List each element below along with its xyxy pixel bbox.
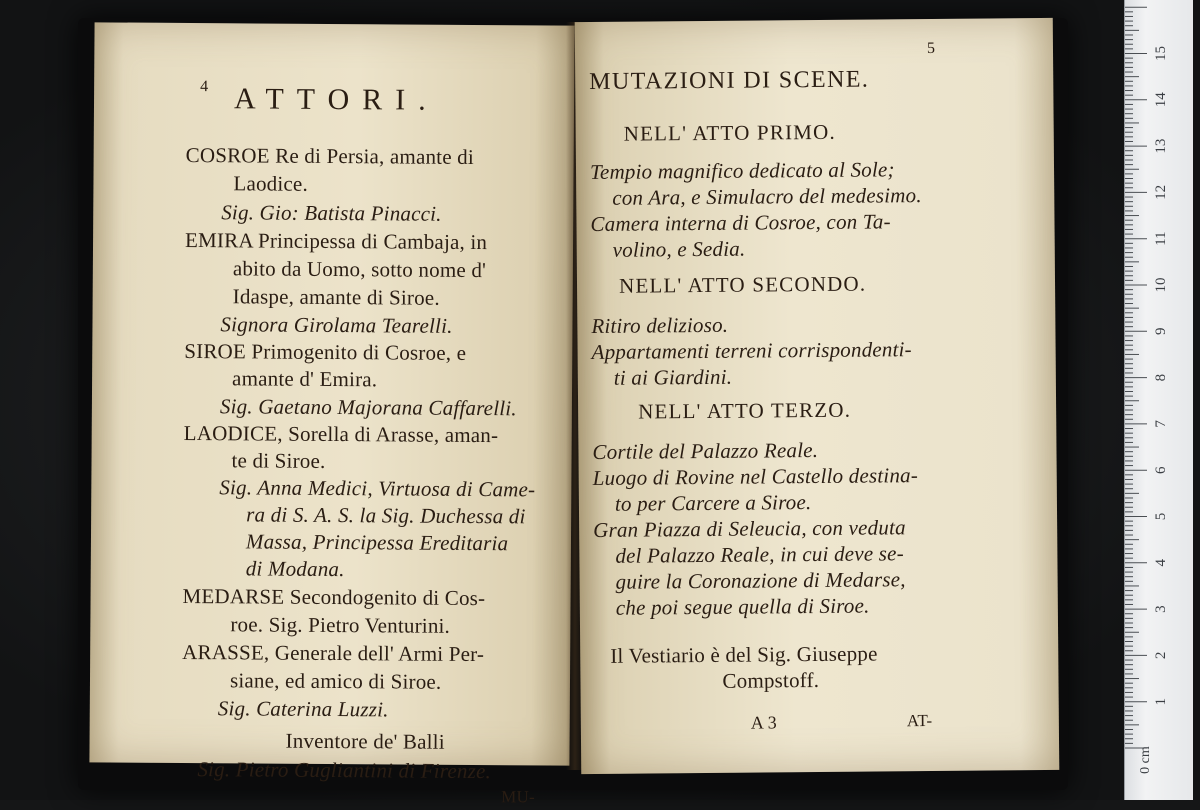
ruler-number: 9 xyxy=(1153,327,1169,336)
text-line: ti ai Giardini. xyxy=(613,364,733,390)
text-line: to per Carcere a Siroe. xyxy=(614,490,812,516)
text-line: Sig. Gio: Batista Pinacci. xyxy=(221,200,442,226)
text-line: Laodice. xyxy=(233,171,309,196)
ruler-number: 2 xyxy=(1153,651,1169,660)
text-line: di Modana. xyxy=(245,556,345,582)
ruler-number: 3 xyxy=(1153,605,1169,613)
section-heading: NELL' ATTO TERZO. xyxy=(638,397,852,424)
signature-mark: A 3 xyxy=(750,712,778,733)
text-line: Gran Piazza di Seleucia, con veduta xyxy=(593,515,906,542)
section-heading: NELL' ATTO PRIMO. xyxy=(623,119,837,146)
text-line: Tempio magnifico dedicato al Sole; xyxy=(589,157,895,184)
page-number: 4 xyxy=(200,78,209,96)
text-line: LAODICE, Sorella di Arasse, aman- xyxy=(183,420,499,448)
ruler-number: 10 xyxy=(1153,277,1169,293)
ruler-number: 8 xyxy=(1153,373,1169,382)
catchword: MU- xyxy=(501,787,535,807)
text-line: ra di S. A. S. la Sig. Duchessa di xyxy=(246,502,526,529)
ruler-number: 5 xyxy=(1153,512,1169,521)
text-line: EMIRA Principessa di Cambaja, in xyxy=(184,227,488,255)
ruler-number: 11 xyxy=(1153,231,1169,246)
text-line: con Ara, e Simulacro del medesimo. xyxy=(612,183,922,210)
text-line: del Palazzo Reale, in cui deve se- xyxy=(615,541,904,568)
ruler-number: 1 xyxy=(1153,697,1169,706)
text-line: che poi segue quella di Siroe. xyxy=(615,593,870,620)
catchword: AT- xyxy=(906,711,933,731)
right-page xyxy=(575,18,1060,774)
ruler-number: 6 xyxy=(1153,466,1169,474)
text-line: Inventore de' Balli xyxy=(285,728,445,754)
text-line: Cortile del Palazzo Reale. xyxy=(592,437,819,464)
text-line: amante d' Emira. xyxy=(232,366,378,392)
text-line: Sig. Pietro Gugliantini di Firenze. xyxy=(197,757,492,784)
text-line: MEDARSE Secondogenito di Cos- xyxy=(182,583,486,611)
text-line: Luogo di Rovine nel Castello destina- xyxy=(592,463,919,490)
section-heading: NELL' ATTO SECONDO. xyxy=(618,271,867,298)
text-line: abito da Uomo, sotto nome d' xyxy=(232,256,487,283)
text-line: Massa, Principessa Ereditaria xyxy=(245,529,509,556)
text-line: Sig. Gaetano Majorana Caffarelli. xyxy=(219,394,517,421)
text-line: ARASSE, Generale dell' Armi Per- xyxy=(182,639,485,667)
text-line: te di Siroe. xyxy=(231,448,326,473)
page-title: MUTAZIONI DI SCENE. xyxy=(589,66,870,95)
ruler-number: 13 xyxy=(1153,138,1169,154)
text-line: guire la Coronazione di Medarse, xyxy=(615,567,906,594)
text-line: siane, ed amico di Siroe. xyxy=(229,668,442,694)
ruler-number: 15 xyxy=(1153,46,1169,61)
left-page xyxy=(89,22,574,807)
ruler-ticks xyxy=(1125,0,1193,800)
measurement-ruler xyxy=(1124,0,1193,800)
text-line: SIROE Primogenito di Cosroe, e xyxy=(184,338,467,365)
ruler-number: 7 xyxy=(1153,420,1169,428)
page-title: ATTORI. xyxy=(233,82,439,117)
text-line: Il Vestiario è del Sig. Giuseppe xyxy=(610,641,878,668)
text-line: Sig. Anna Medici, Virtuosa di Came- xyxy=(219,475,536,502)
text-line: Compstoff. xyxy=(722,667,820,693)
ruler-number: 14 xyxy=(1153,92,1169,108)
text-line: Camera interna di Cosroe, con Ta- xyxy=(590,209,891,236)
text-line: COSROE Re di Persia, amante di xyxy=(185,142,475,169)
text-line: Idaspe, amante di Siroe. xyxy=(232,284,440,310)
text-line: Appartamenti terreni corrispondenti- xyxy=(591,337,912,364)
text-line: roe. Sig. Pietro Venturini. xyxy=(230,612,451,638)
ruler-number: 4 xyxy=(1153,559,1169,567)
ruler-unit-label: 0 cm xyxy=(1138,746,1153,774)
text-line: Ritiro delizioso. xyxy=(591,312,729,338)
page-number: 5 xyxy=(926,39,936,58)
ruler-number: 12 xyxy=(1153,184,1169,200)
text-line: volino, e Sedia. xyxy=(612,236,746,262)
text-line: Signora Girolama Tearelli. xyxy=(220,312,453,338)
text-line: Sig. Caterina Luzzi. xyxy=(217,696,389,722)
